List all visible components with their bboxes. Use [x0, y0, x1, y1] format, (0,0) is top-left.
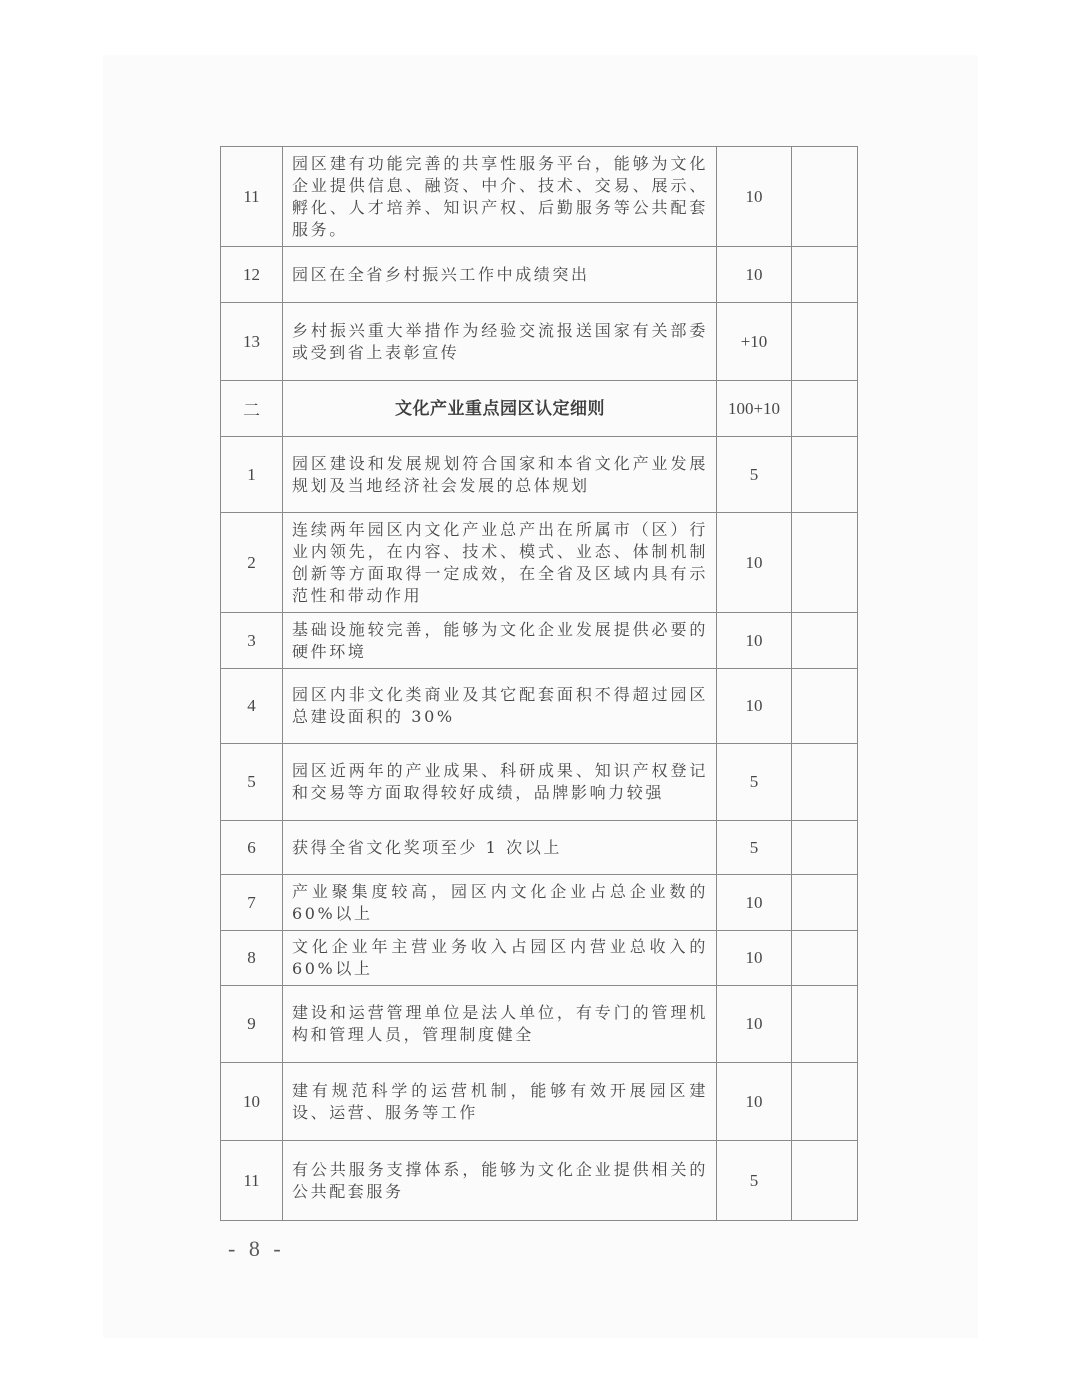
item-self-score-blank	[792, 744, 858, 821]
item-score: 5	[717, 1141, 792, 1221]
item-self-score-blank	[792, 437, 858, 513]
item-self-score-blank	[792, 247, 858, 303]
table-row	[221, 437, 858, 513]
item-self-score-blank	[792, 986, 858, 1063]
item-description: 有公共服务支撑体系，能够为文化企业提供相关的公共配套服务	[283, 1141, 717, 1221]
item-number: 4	[221, 669, 283, 744]
table-row	[221, 513, 858, 613]
table-row	[221, 303, 858, 381]
item-description: 连续两年园区内文化产业总产出在所属市（区）行业内领先，在内容、技术、模式、业态、体制机制创新等方面取得一定成效，在全省及区域内具有示范性和带动作用	[283, 513, 717, 613]
item-description: 获得全省文化奖项至少 1 次以上	[283, 821, 717, 875]
item-score: 100+10	[717, 381, 792, 437]
section-header-row	[221, 381, 858, 437]
item-self-score-blank	[792, 1141, 858, 1221]
item-number: 二	[221, 381, 283, 437]
item-description: 乡村振兴重大举措作为经验交流报送国家有关部委或受到省上表彰宣传	[283, 303, 717, 381]
item-score: 10	[717, 1063, 792, 1141]
item-number: 6	[221, 821, 283, 875]
item-self-score-blank	[792, 875, 858, 931]
item-number: 12	[221, 247, 283, 303]
table-row	[221, 986, 858, 1063]
page-number: - 8 -	[228, 1236, 285, 1261]
item-score: 10	[717, 931, 792, 986]
table-row	[221, 821, 858, 875]
table-row	[221, 147, 858, 247]
item-description: 建有规范科学的运营机制，能够有效开展园区建设、运营、服务等工作	[283, 1063, 717, 1141]
item-score: 10	[717, 613, 792, 669]
item-number: 13	[221, 303, 283, 381]
item-score: 10	[717, 875, 792, 931]
item-self-score-blank	[792, 821, 858, 875]
item-score: 10	[717, 986, 792, 1063]
item-description: 园区建设和发展规划符合国家和本省文化产业发展规划及当地经济社会发展的总体规划	[283, 437, 717, 513]
item-number: 3	[221, 613, 283, 669]
item-description: 文化企业年主营业务收入占园区内营业总收入的 60%以上	[283, 931, 717, 986]
table-row	[221, 669, 858, 744]
table-row	[221, 875, 858, 931]
table-row	[221, 1141, 858, 1221]
item-description: 园区建有功能完善的共享性服务平台，能够为文化企业提供信息、融资、中介、技术、交易、展示、孵化、人才培养、知识产权、后勤服务等公共配套服务。	[283, 147, 717, 247]
item-self-score-blank	[792, 931, 858, 986]
table-row	[221, 1063, 858, 1141]
item-score: 5	[717, 744, 792, 821]
item-score: 5	[717, 437, 792, 513]
item-score: 10	[717, 247, 792, 303]
table-row	[221, 931, 858, 986]
item-number: 2	[221, 513, 283, 613]
item-number: 9	[221, 986, 283, 1063]
item-number: 5	[221, 744, 283, 821]
criteria-table	[220, 146, 858, 1221]
item-number: 8	[221, 931, 283, 986]
item-self-score-blank	[792, 303, 858, 381]
item-self-score-blank	[792, 1063, 858, 1141]
item-self-score-blank	[792, 381, 858, 437]
item-description: 建设和运营管理单位是法人单位，有专门的管理机构和管理人员，管理制度健全	[283, 986, 717, 1063]
item-score: 10	[717, 147, 792, 247]
item-number: 7	[221, 875, 283, 931]
item-self-score-blank	[792, 147, 858, 247]
item-self-score-blank	[792, 613, 858, 669]
item-number: 10	[221, 1063, 283, 1141]
item-description: 园区近两年的产业成果、科研成果、知识产权登记和交易等方面取得较好成绩，品牌影响力较强	[283, 744, 717, 821]
item-score: +10	[717, 303, 792, 381]
section-title: 文化产业重点园区认定细则	[283, 381, 717, 437]
item-score: 10	[717, 513, 792, 613]
item-description: 产业聚集度较高，园区内文化企业占总企业数的 60%以上	[283, 875, 717, 931]
table-body	[221, 147, 858, 1221]
item-number: 11	[221, 1141, 283, 1221]
table-row	[221, 247, 858, 303]
item-score: 5	[717, 821, 792, 875]
item-number: 1	[221, 437, 283, 513]
table-row	[221, 744, 858, 821]
item-description: 园区在全省乡村振兴工作中成绩突出	[283, 247, 717, 303]
item-score: 10	[717, 669, 792, 744]
table-row	[221, 613, 858, 669]
item-self-score-blank	[792, 513, 858, 613]
item-description: 园区内非文化类商业及其它配套面积不得超过园区总建设面积的 30%	[283, 669, 717, 744]
item-description: 基础设施较完善，能够为文化企业发展提供必要的硬件环境	[283, 613, 717, 669]
item-number: 11	[221, 147, 283, 247]
item-self-score-blank	[792, 669, 858, 744]
